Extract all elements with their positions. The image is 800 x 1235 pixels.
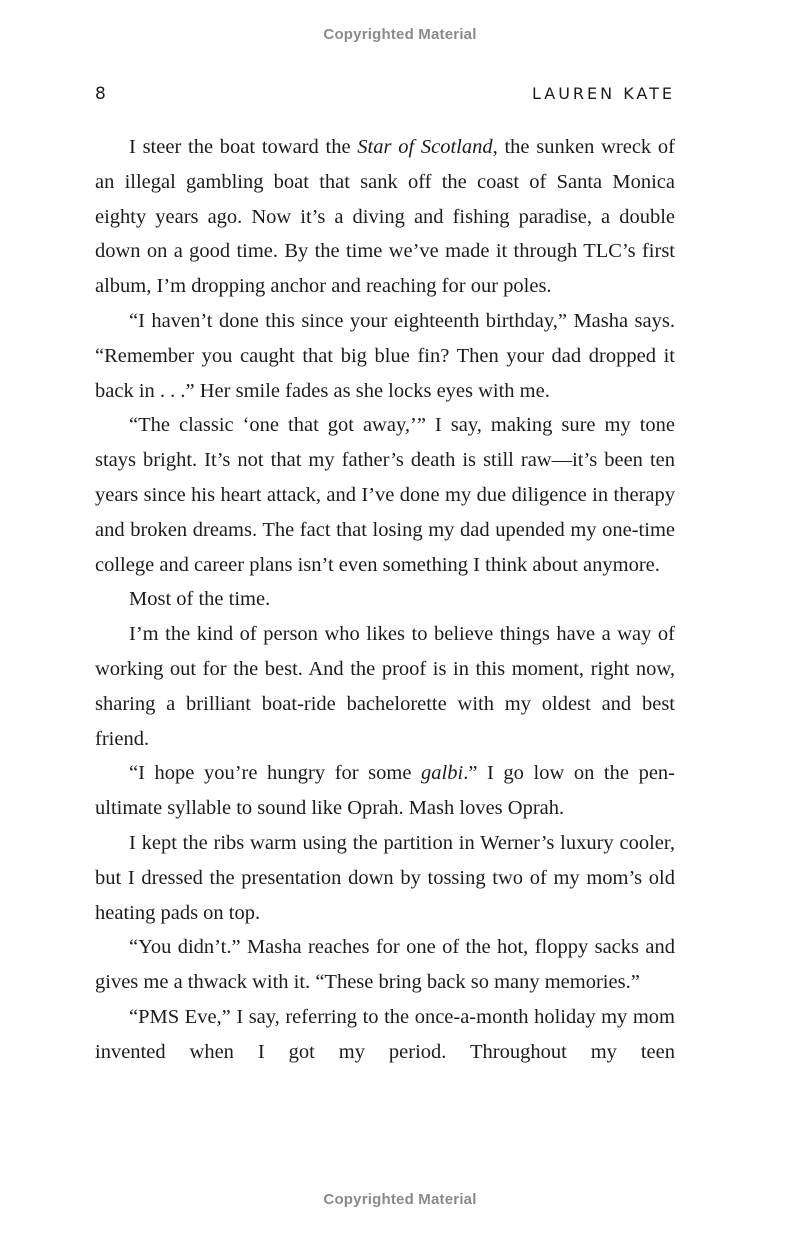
italic-text: Star of Scotland: [357, 136, 493, 158]
copyright-watermark-top: Copyrighted Material: [323, 26, 477, 43]
paragraph: “The classic ‘one that got away,’” I say, making sure my tone stays bright. It’s not that my father’s death is still raw—it’s been ten years since his heart attack, and I’ve done my due diligence in therapy and broken dreams. The fact that losing my dad upended my one-time college and career plans isn’t even something I think about anymore.: [95, 414, 675, 576]
page-number: 8: [95, 84, 106, 104]
paragraph: “I haven’t done this since your eighteenth birthday,” Masha says. “Remember you caught that big blue fin? Then your dad dropped it back in . . .” Her smile fades as she locks eyes with me.: [95, 309, 675, 402]
paragraph: “You didn’t.” Masha reaches for one of the hot, floppy sacks and gives me a thwack with it. “These bring back so many memories.”: [95, 936, 675, 994]
paragraph: I kept the ribs warm using the partition in Werner’s luxury cooler, but I dressed the presentation down by tossing two of my mom’s old heating pads on top.: [95, 831, 675, 924]
paragraph: “I hope you’re hungry for some galbi.” I go low on the penultimate syllable to sound like Oprah. Mash loves Oprah.: [95, 762, 675, 820]
copyright-watermark-bottom: Copyrighted Material: [323, 1191, 477, 1208]
paragraph: Most of the time.: [129, 588, 271, 611]
body-text: [95, 130, 675, 1070]
paragraph: I steer the boat toward the Star of Scotland, the sunken wreck of an illegal gambling boat that sank off the coast of Santa Monica eighty years ago. Now it’s a diving and fishing paradise, a double down on a good time. By the time we’ve made it through TLC’s first album, I’m dropping anchor and reaching for our poles.: [95, 136, 675, 298]
paragraph: “PMS Eve,” I say, referring to the once-a-month holiday my mom invented when I got my period. Throughout my teen: [95, 1005, 675, 1063]
paragraph: I’m the kind of person who likes to believe things have a way of working out for the best. And the proof is in this moment, right now, sharing a brilliant boat-ride bachelorette with my oldest and best friend.: [95, 623, 675, 750]
running-head-author: LAUREN KATE: [531, 84, 675, 103]
running-head: [95, 84, 675, 108]
italic-text: galbi: [421, 762, 464, 785]
